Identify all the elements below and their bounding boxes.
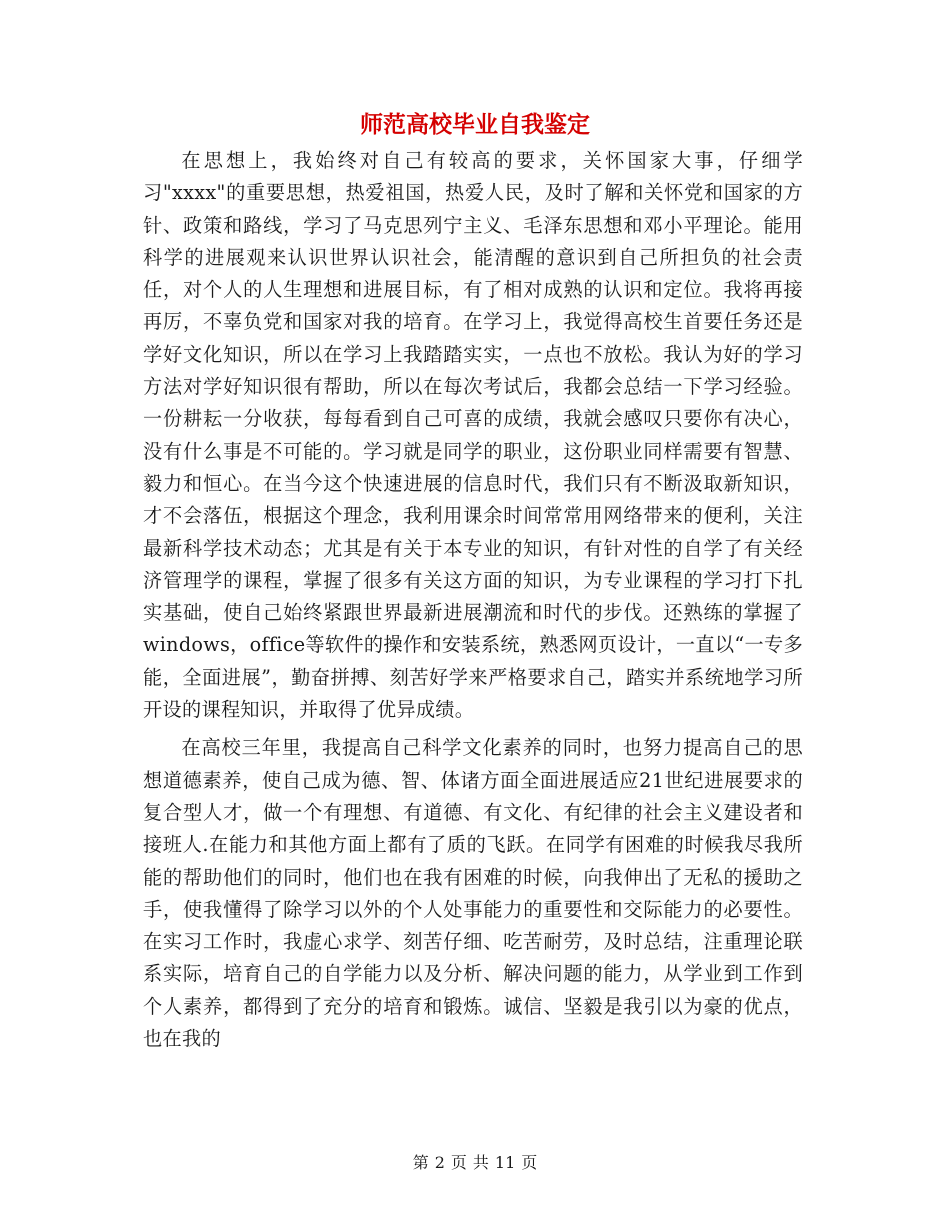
footer-page-mid: 页 [450,1153,467,1172]
document-title: 师范高校毕业自我鉴定 [360,111,590,138]
footer-total-suffix: 页 [521,1153,538,1172]
paragraph-2: 在高校三年里，我提高自己科学文化素养的同时，也努力提高自己的思想道德素养，使自己成为德、智、体诸方面全面进展适应21世纪进展要求的复合型人才，做一个有理想、有道德、有文化、有纪律的社会主义建设者和接班人.在能力和其他方面上都有了质的飞跃。在同学有困难的时候我尽我所能的帮助他们的同时，他们也在我有困难的时候，向我伸出了无私的援助之手，使我懂得了除学习以外的个人处事能力的重要性和交际能力的必要性。在实习工作时，我虚心求学、刻苦仔细、吃苦耐劳，及时总结，注重理论联系实际，培育自己的自学能力以及分析、解决问题的能力，从学业到工作到个人素养，都得到了充分的培育和锻炼。诚信、坚毅是我引以为豪的优点，也在我的 [143,736,803,1051]
footer-total-prefix: 共 [472,1153,489,1172]
page-footer [0,1152,950,1174]
paragraph-1: 在思想上，我始终对自己有较高的要求，关怀国家大事，仔细学习"xxxx"的重要思想，热爱祖国，热爱人民，及时了解和关怀党和国家的方针、政策和路线，学习了马克思列宁主义、毛泽东思想和邓小平理论。能用科学的进展观来认识世界认识社会，能清醒的意识到自己所担负的社会责任，对个人的人生理想和进展目标，有了相对成熟的认识和定位。我将再接再厉，不辜负党和国家对我的培育。在学习上，我觉得高校生首要任务还是学好文化知识，所以在学习上我踏踏实实，一点也不放松。我认为好的学习方法对学好知识很有帮助，所以在每次考试后，我都会总结一下学习经验。一份耕耘一分收获，每每看到自己可喜的成绩，我就会感叹只要你有决心，没有什么事是不可能的。学习就是同学的职业，这份职业同样需要有智慧、毅力和恒心。在当今这个快速进展的信息时代，我们只有不断汲取新知识，才不会落伍，根据这个理念，我利用课余时间常常用网络带来的便利，关注最新科学技术动态；尤其是有关于本专业的知识，有针对性的自学了有关经济管理学的课程，掌握了很多有关这方面的知识，为专业课程的学习打下扎实基础，使自己始终紧跟世界最新进展潮流和时代的步伐。还熟练的掌握了windows，office等软件的操作和安装系统，熟悉网页设计，一直以“一专多能，全面进展”，勤奋拼搏、刻苦好学来严格要求自己，踏实并系统地学习所开设的课程知识，并取得了优异成绩。 [143,149,803,722]
footer-page-prefix: 第 [412,1153,429,1172]
document-body [143,145,803,1055]
footer-total-pages: 11 [494,1153,516,1172]
footer-page-number: 2 [434,1153,445,1172]
